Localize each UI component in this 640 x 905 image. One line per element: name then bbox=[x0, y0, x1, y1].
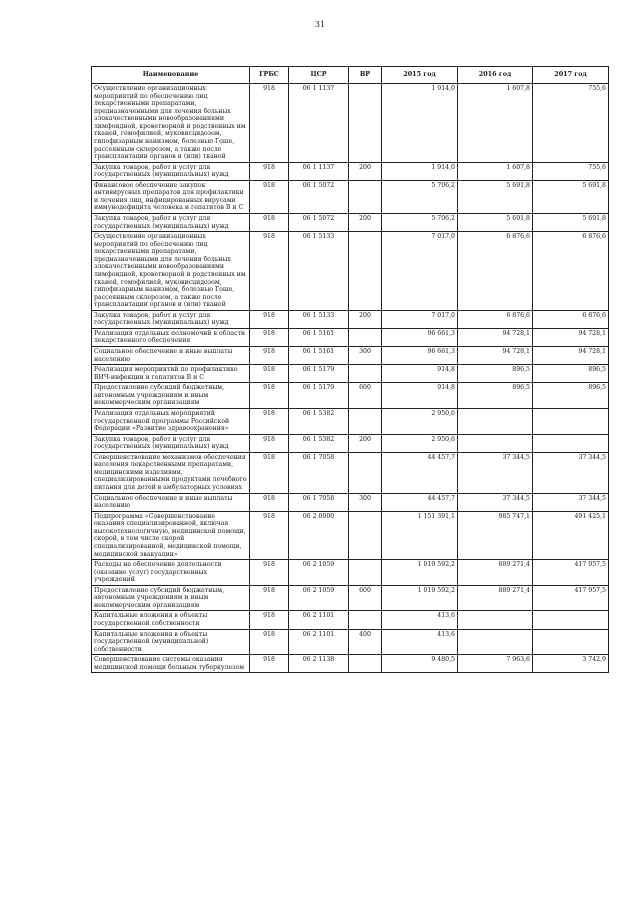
row-2015: 44 457,7 bbox=[382, 493, 458, 511]
table-row bbox=[92, 611, 609, 629]
table-row bbox=[92, 383, 609, 409]
row-grbs: 918 bbox=[250, 328, 289, 346]
row-vr bbox=[349, 452, 382, 493]
row-2015: 5 706,2 bbox=[382, 180, 458, 213]
row-2015: 1 914,0 bbox=[382, 84, 458, 163]
row-vr bbox=[349, 408, 382, 434]
row-2016: 37 344,5 bbox=[458, 452, 533, 493]
header-vr: ВР bbox=[349, 67, 382, 84]
row-2017: 896,5 bbox=[533, 383, 609, 409]
table-row bbox=[92, 232, 609, 311]
row-vr: 200 bbox=[349, 214, 382, 232]
row-2015: 1 019 592,2 bbox=[382, 585, 458, 611]
header-2016: 2016 год bbox=[458, 67, 533, 84]
row-grbs: 918 bbox=[250, 408, 289, 434]
header-grbs: ГРБС bbox=[250, 67, 289, 84]
row-2015: 44 457,7 bbox=[382, 452, 458, 493]
row-2017: 896,5 bbox=[533, 365, 609, 383]
row-name: Социальное обеспечение и иные выплаты населению bbox=[92, 347, 250, 365]
header-2017: 2017 год bbox=[533, 67, 609, 84]
row-grbs: 918 bbox=[250, 560, 289, 586]
row-grbs: 918 bbox=[250, 214, 289, 232]
row-name: Социальное обеспечение и иные выплаты населению bbox=[92, 493, 250, 511]
row-grbs: 918 bbox=[250, 629, 289, 655]
row-vr bbox=[349, 232, 382, 311]
row-csr: 06 1 7058 bbox=[289, 452, 349, 493]
row-vr: 200 bbox=[349, 434, 382, 452]
row-name: Предоставление субсидий бюджетным, автономным учреждениям и иным некоммерческим организациям bbox=[92, 585, 250, 611]
table-row bbox=[92, 434, 609, 452]
row-csr: 06 2 1101 bbox=[289, 629, 349, 655]
row-grbs: 918 bbox=[250, 611, 289, 629]
row-2015: 2 950,6 bbox=[382, 434, 458, 452]
row-2017: 5 691,8 bbox=[533, 214, 609, 232]
row-2015: 9 480,5 bbox=[382, 655, 458, 673]
row-vr: 600 bbox=[349, 383, 382, 409]
row-name: Осуществление организационных мероприятий по обеспечению лиц лекарственными препаратами, предназначенными для лечения больных злокачественными новообразованиями лимфоидной, кроветворной и родственных им тканей, гемофилией, муковисцидозом, гипофизарным нанизмом, болезнью Гоше, рассеянным склерозом, а также после трансплантации органов и (или) тканей bbox=[92, 84, 250, 163]
row-2016: 5 691,8 bbox=[458, 214, 533, 232]
row-2016: 1 607,8 bbox=[458, 162, 533, 180]
row-2017: 3 742,9 bbox=[533, 655, 609, 673]
row-vr bbox=[349, 180, 382, 213]
row-csr: 06 1 5382 bbox=[289, 434, 349, 452]
row-2016 bbox=[458, 408, 533, 434]
row-grbs: 918 bbox=[250, 365, 289, 383]
row-2015: 413,6 bbox=[382, 611, 458, 629]
row-vr bbox=[349, 560, 382, 586]
row-name: Закупка товаров, работ и услуг для государственных (муниципальных) нужд bbox=[92, 310, 250, 328]
row-2017: 491 425,1 bbox=[533, 511, 609, 559]
row-2015: 914,8 bbox=[382, 365, 458, 383]
row-name: Реализация отдельных полномочий в области лекарственного обеспечения bbox=[92, 328, 250, 346]
row-2015: 7 017,0 bbox=[382, 310, 458, 328]
row-csr: 06 1 5161 bbox=[289, 347, 349, 365]
row-name: Предоставление субсидий бюджетным, автономным учреждениям и иным некоммерческим организациям bbox=[92, 383, 250, 409]
row-2017: 94 728,1 bbox=[533, 328, 609, 346]
row-2017: 37 344,5 bbox=[533, 493, 609, 511]
row-2017: 6 876,6 bbox=[533, 310, 609, 328]
row-name: Осуществление организационных мероприятий по обеспечению лиц лекарственными препаратами, предназначенными для лечения больных злокачественными новообразованиями лимфоидной, кроветворной и родственных им тканей, гемофилией, муковисцидозом, гипофизарным нанизмом, болезнью Гоше, рассеянным склерозом, а также после трансплантации органов и (или) тканей bbox=[92, 232, 250, 311]
row-2016 bbox=[458, 629, 533, 655]
row-grbs: 918 bbox=[250, 655, 289, 673]
row-2017: 755,6 bbox=[533, 84, 609, 163]
table-row bbox=[92, 365, 609, 383]
row-name: Закупка товаров, работ и услуг для государственных (муниципальных) нужд bbox=[92, 434, 250, 452]
row-2017 bbox=[533, 629, 609, 655]
row-2016: 37 344,5 bbox=[458, 493, 533, 511]
row-name: Финансовое обеспечение закупок антивирусных препаратов для профилактики и лечения лиц, инфицированных вирусами иммунодефицита человека и гепатитов В и С bbox=[92, 180, 250, 213]
table-row bbox=[92, 214, 609, 232]
row-vr: 400 bbox=[349, 629, 382, 655]
row-2016: 985 747,1 bbox=[458, 511, 533, 559]
table-row bbox=[92, 511, 609, 559]
table-row bbox=[92, 629, 609, 655]
table-row bbox=[92, 84, 609, 163]
row-grbs: 918 bbox=[250, 493, 289, 511]
header-csr: ЦСР bbox=[289, 67, 349, 84]
row-grbs: 918 bbox=[250, 84, 289, 163]
row-csr: 06 1 5161 bbox=[289, 328, 349, 346]
row-csr: 06 1 1137 bbox=[289, 162, 349, 180]
row-csr: 06 2 1138 bbox=[289, 655, 349, 673]
row-name: Капитальные вложения в объекты государственной собственности bbox=[92, 611, 250, 629]
row-2017: 37 344,5 bbox=[533, 452, 609, 493]
row-vr bbox=[349, 84, 382, 163]
row-2016: 1 607,8 bbox=[458, 84, 533, 163]
row-vr: 300 bbox=[349, 493, 382, 511]
row-name: Расходы на обеспечение деятельности (оказание услуг) государственных учреждений bbox=[92, 560, 250, 586]
row-csr: 06 1 5133 bbox=[289, 310, 349, 328]
row-csr: 06 1 5133 bbox=[289, 232, 349, 311]
row-2015: 1 914,0 bbox=[382, 162, 458, 180]
row-grbs: 918 bbox=[250, 585, 289, 611]
row-vr: 200 bbox=[349, 310, 382, 328]
row-2015: 96 661,3 bbox=[382, 347, 458, 365]
row-csr: 06 2 1059 bbox=[289, 585, 349, 611]
row-grbs: 918 bbox=[250, 180, 289, 213]
row-2017: 6 876,6 bbox=[533, 232, 609, 311]
row-2016: 6 876,6 bbox=[458, 232, 533, 311]
row-vr: 600 bbox=[349, 585, 382, 611]
row-name: Реализация отдельных мероприятий государственной программы Российской Федерации «Развитие здравоохранения» bbox=[92, 408, 250, 434]
row-2017: 755,6 bbox=[533, 162, 609, 180]
row-2015: 413,6 bbox=[382, 629, 458, 655]
row-vr bbox=[349, 328, 382, 346]
row-csr: 06 1 5382 bbox=[289, 408, 349, 434]
row-vr bbox=[349, 365, 382, 383]
row-2015: 914,8 bbox=[382, 383, 458, 409]
table-row bbox=[92, 180, 609, 213]
row-2016: 6 876,6 bbox=[458, 310, 533, 328]
budget-table bbox=[91, 66, 609, 673]
row-name: Совершенствование системы оказания медицинской помощи больным туберкулезом bbox=[92, 655, 250, 673]
table-row bbox=[92, 655, 609, 673]
row-grbs: 918 bbox=[250, 511, 289, 559]
row-2015: 2 950,6 bbox=[382, 408, 458, 434]
row-grbs: 918 bbox=[250, 434, 289, 452]
row-csr: 06 1 7058 bbox=[289, 493, 349, 511]
row-name: Закупка товаров, работ и услуг для государственных (муниципальных) нужд bbox=[92, 162, 250, 180]
row-2016: 7 963,6 bbox=[458, 655, 533, 673]
page-number: 31 bbox=[314, 20, 326, 29]
row-csr: 06 2 1059 bbox=[289, 560, 349, 586]
row-2017: 417 957,5 bbox=[533, 560, 609, 586]
row-csr: 06 1 5179 bbox=[289, 383, 349, 409]
row-grbs: 918 bbox=[250, 452, 289, 493]
table-header-row bbox=[92, 67, 609, 84]
row-2015: 5 706,2 bbox=[382, 214, 458, 232]
row-vr bbox=[349, 611, 382, 629]
row-grbs: 918 bbox=[250, 383, 289, 409]
row-grbs: 918 bbox=[250, 310, 289, 328]
table-row bbox=[92, 328, 609, 346]
row-2015: 7 017,0 bbox=[382, 232, 458, 311]
row-2016: 94 728,1 bbox=[458, 328, 533, 346]
row-csr: 06 1 1137 bbox=[289, 84, 349, 163]
row-vr bbox=[349, 655, 382, 673]
row-2016: 889 271,4 bbox=[458, 585, 533, 611]
row-2015: 96 661,3 bbox=[382, 328, 458, 346]
row-2016: 94 728,1 bbox=[458, 347, 533, 365]
row-2017: 417 957,5 bbox=[533, 585, 609, 611]
row-name: Реализация мероприятий по профилактике ВИЧ-инфекции и гепатитов В и С bbox=[92, 365, 250, 383]
row-name: Капитальные вложения в объекты государственной (муниципальной) собственности bbox=[92, 629, 250, 655]
row-2015: 1 151 391,1 bbox=[382, 511, 458, 559]
table-row bbox=[92, 452, 609, 493]
row-2016: 896,5 bbox=[458, 365, 533, 383]
row-vr: 200 bbox=[349, 162, 382, 180]
row-grbs: 918 bbox=[250, 162, 289, 180]
row-2017: 5 691,8 bbox=[533, 180, 609, 213]
row-csr: 06 1 5072 bbox=[289, 180, 349, 213]
table-row bbox=[92, 560, 609, 586]
row-name: Закупка товаров, работ и услуг для государственных (муниципальных) нужд bbox=[92, 214, 250, 232]
row-csr: 06 1 5179 bbox=[289, 365, 349, 383]
row-grbs: 918 bbox=[250, 232, 289, 311]
row-2017 bbox=[533, 434, 609, 452]
table-row bbox=[92, 162, 609, 180]
row-2017 bbox=[533, 611, 609, 629]
row-vr: 300 bbox=[349, 347, 382, 365]
row-vr bbox=[349, 511, 382, 559]
table-row bbox=[92, 347, 609, 365]
row-2016 bbox=[458, 611, 533, 629]
row-2016: 5 691,8 bbox=[458, 180, 533, 213]
table-row bbox=[92, 310, 609, 328]
row-csr: 06 2 0000 bbox=[289, 511, 349, 559]
table-row bbox=[92, 493, 609, 511]
table-row bbox=[92, 585, 609, 611]
table-row bbox=[92, 408, 609, 434]
row-name: Совершенствование механизмов обеспечения населения лекарственными препаратами, медицинскими изделиями, специализированными продуктами лечебного питания для детей в амбулаторных условиях bbox=[92, 452, 250, 493]
row-2016 bbox=[458, 434, 533, 452]
row-name: Подпрограмма «Совершенствование оказания специализированной, включая высокотехнологичную, медицинской помощи, скорой, в том числе скорой специализированной, медицинской помощи, медицинской эвакуации» bbox=[92, 511, 250, 559]
row-2015: 1 019 592,2 bbox=[382, 560, 458, 586]
row-2017 bbox=[533, 408, 609, 434]
row-grbs: 918 bbox=[250, 347, 289, 365]
header-name: Наименование bbox=[92, 67, 250, 84]
row-2016: 889 271,4 bbox=[458, 560, 533, 586]
header-2015: 2015 год bbox=[382, 67, 458, 84]
row-csr: 06 2 1101 bbox=[289, 611, 349, 629]
row-csr: 06 1 5072 bbox=[289, 214, 349, 232]
row-2016: 896,5 bbox=[458, 383, 533, 409]
row-2017: 94 728,1 bbox=[533, 347, 609, 365]
